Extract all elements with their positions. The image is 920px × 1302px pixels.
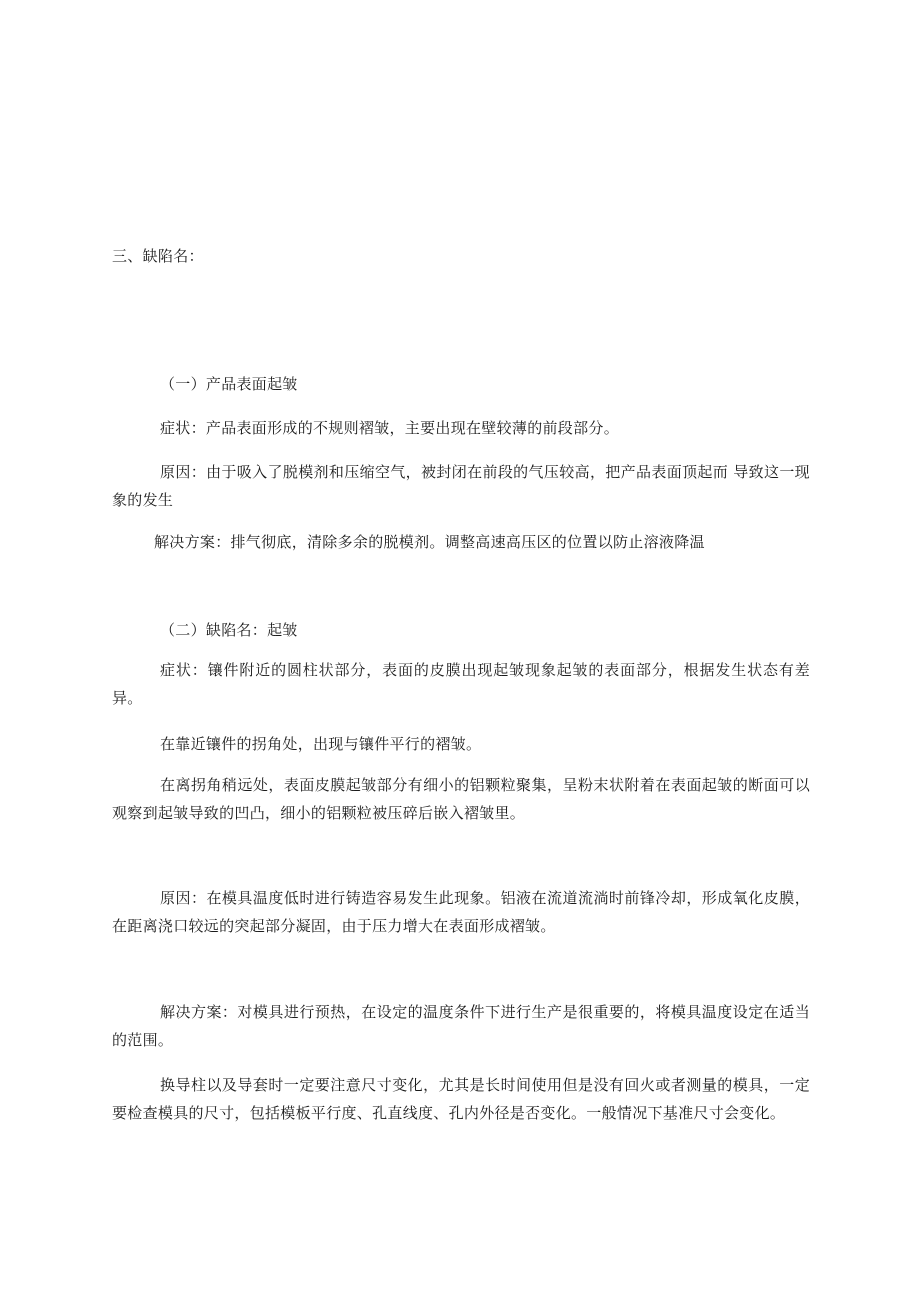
defect2-cause: 原因：在模具温度低时进行铸造容易发生此现象。铝液在流道流淌时前锋冷却，形成氧化皮膜，在距离浇口较远的突起部分凝固，由于压力增大在表面形成褶皱。 — [112, 889, 810, 935]
defect2-note1: 在靠近镶件的拐角处，出现与镶件平行的褶皱。 — [160, 735, 482, 753]
defect2-solution: 解决方案：对模具进行预热，在设定的温度条件下进行生产是很重要的，将模具温度设定在适当的范围。 — [112, 1003, 810, 1049]
defect1-title: （一）产品表面起皱 — [160, 375, 298, 393]
section-heading: 三、缺陷名： — [112, 247, 204, 265]
defect1-symptom: 症状：产品表面形成的不规则褶皱，主要出现在壁较薄的前段部分。 — [160, 419, 620, 437]
defect2-note2: 在离拐角稍远处，表面皮膜起皱部分有细小的铝颗粒聚集，呈粉末状附着在表面起皱的断面可以观察到起皱导致的凹凸，细小的铝颗粒被压碎后嵌入褶皱里。 — [112, 776, 810, 822]
defect1-cause: 原因：由于吸入了脱模剂和压缩空气，被封闭在前段的气压较高，把产品表面顶起而 导致这一现象的发生 — [112, 463, 810, 509]
defect2-symptom: 症状：镶件附近的圆柱状部分，表面的皮膜出现起皱现象起皱的表面部分，根据发生状态有差异。 — [112, 661, 810, 707]
defect2-title: （二）缺陷名：起皱 — [160, 621, 298, 639]
defect2-note3: 换导柱以及导套时一定要注意尺寸变化，尤其是长时间使用但是没有回火或者测量的模具，一定要检查模具的尺寸，包括模板平行度、孔直线度、孔内外径是否变化。一般情况下基准尺寸会变化。 — [112, 1076, 810, 1122]
defect1-solution: 解决方案：排气彻底，清除多余的脱模剂。调整高速高压区的位置以防止溶液降温 — [154, 533, 705, 551]
